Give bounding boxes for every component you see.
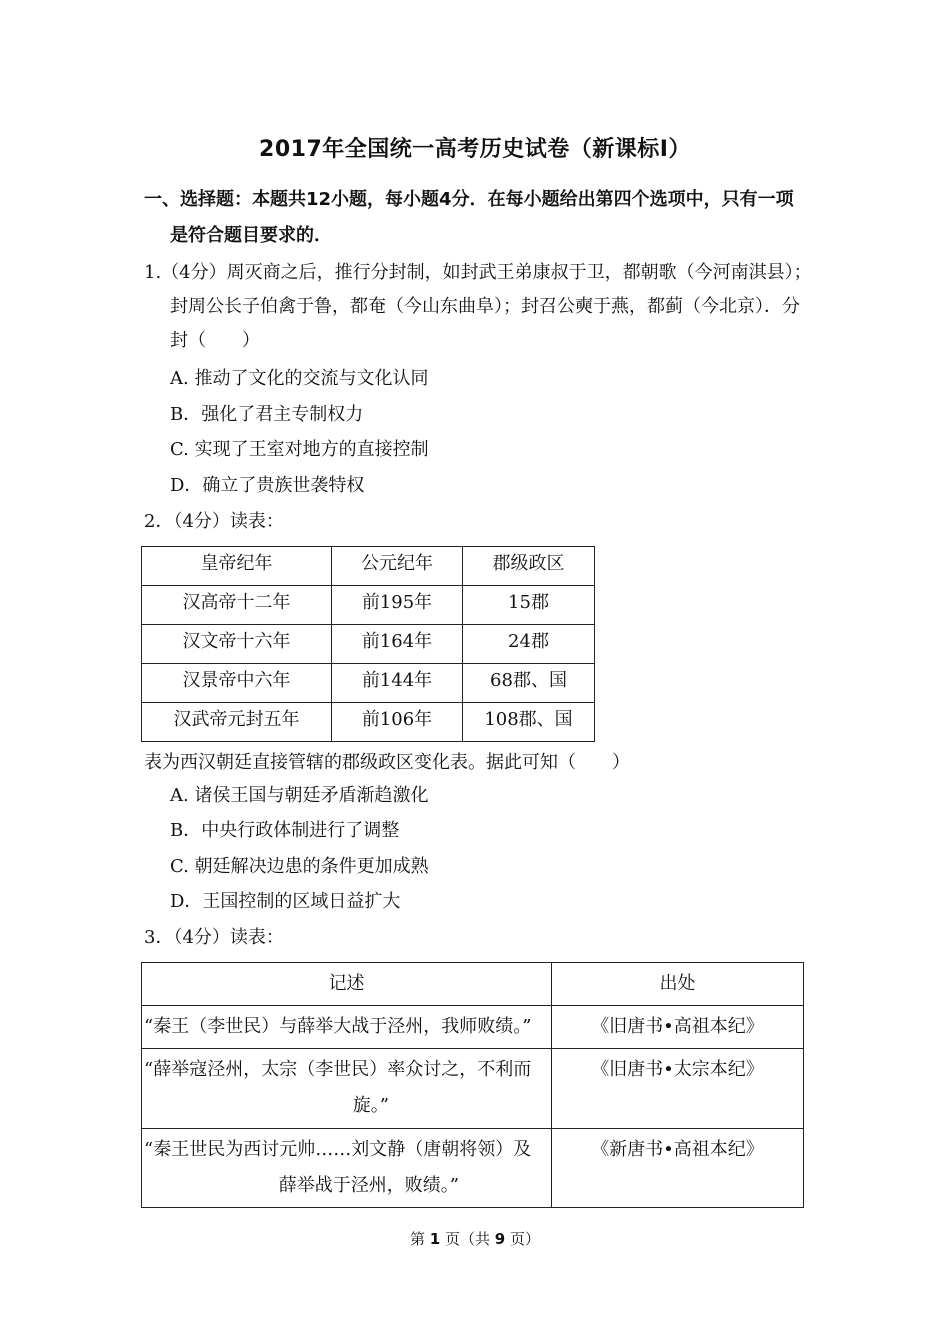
question-1-line2: 封周公长子伯禽于鲁，都奄（今山东曲阜）；封召公奭于燕，都蓟（今北京）．分 <box>170 296 800 317</box>
footer-prefix: 第 <box>409 1230 425 1248</box>
record-text-line2: 旋。” <box>352 1095 389 1116</box>
table-cell: 前106年 <box>332 703 463 742</box>
table-row <box>142 586 595 625</box>
question-2-option-c: C. 朝廷解决边患的条件更加成熟 <box>170 856 429 877</box>
table-cell-source: 《旧唐书•太宗本纪》 <box>552 1049 804 1129</box>
table-header-cell: 出处 <box>552 963 804 1006</box>
question-2-table-note: 表为西汉朝廷直接管辖的郡级政区变化表。据此可知（ ） <box>144 752 630 773</box>
page-footer <box>0 1228 950 1249</box>
table-cell: 汉武帝元封五年 <box>142 703 332 742</box>
table-row <box>142 1129 804 1208</box>
table-cell: 前164年 <box>332 625 463 664</box>
question-2-option-d: D．王国控制的区域日益扩大 <box>170 891 401 912</box>
question-2-table <box>141 546 595 742</box>
table-cell-record <box>142 1049 552 1129</box>
table-header-cell: 记述 <box>142 963 552 1006</box>
question-1-stem <box>144 256 812 358</box>
table-cell-source: 《旧唐书•高祖本纪》 <box>552 1006 804 1049</box>
table-header-cell: 皇帝纪年 <box>142 547 332 586</box>
table-cell-record <box>142 1006 552 1049</box>
question-1-option-b: B．强化了君主专制权力 <box>170 404 364 425</box>
record-text-line2: 薛举战于泾州，败绩。” <box>278 1175 459 1196</box>
question-1-line3: 封（ ） <box>170 330 260 351</box>
table-cell-source: 《新唐书•高祖本纪》 <box>552 1129 804 1208</box>
table-cell: 汉高帝十二年 <box>142 586 332 625</box>
exam-title: 2017年全国统一高考历史试卷（新课标Ⅰ） <box>259 137 691 162</box>
table-row <box>142 1049 804 1129</box>
footer-total-pages: 9 <box>494 1230 506 1248</box>
table-header-cell: 郡级政区 <box>463 547 595 586</box>
question-2-option-b: B．中央行政体制进行了调整 <box>170 820 400 841</box>
footer-page-number: 1 <box>429 1230 441 1248</box>
table-cell: 24郡 <box>463 625 595 664</box>
question-1-option-c: C. 实现了王室对地方的直接控制 <box>170 439 429 460</box>
table-cell: 前195年 <box>332 586 463 625</box>
record-text-line1: “秦王世民为西讨元帅……刘文静（唐朝将领）及 <box>144 1139 532 1160</box>
table-cell-record <box>142 1129 552 1208</box>
question-1-option-d: D．确立了贵族世袭特权 <box>170 475 365 496</box>
question-3-table <box>141 962 804 1208</box>
table-cell: 汉文帝十六年 <box>142 625 332 664</box>
section-heading-line2: 是符合题目要求的． <box>170 225 332 246</box>
question-1-line1: 1.（4分）周灭商之后，推行分封制，如封武王弟康叔于卫，都朝歌（今河南淇县）； <box>144 262 812 283</box>
record-text-line1: “薛举寇泾州，太宗（李世民）率众讨之，不利而 <box>144 1059 532 1080</box>
table-row <box>142 703 595 742</box>
table-row <box>142 625 595 664</box>
section-heading <box>144 182 812 254</box>
section-heading-line1: 一、选择题：本题共12小题，每小题4分．在每小题给出第四个选项中，只有一项 <box>144 189 794 210</box>
table-cell: 108郡、国 <box>463 703 595 742</box>
question-3-stem: 3．（4分）读表： <box>144 927 284 948</box>
table-header-row <box>142 547 595 586</box>
footer-middle: 页（共 <box>444 1230 490 1248</box>
table-cell: 15郡 <box>463 586 595 625</box>
table-cell: 68郡、国 <box>463 664 595 703</box>
table-cell: 汉景帝中六年 <box>142 664 332 703</box>
table-row <box>142 664 595 703</box>
table-header-cell: 公元纪年 <box>332 547 463 586</box>
question-2-option-a: A. 诸侯王国与朝廷矛盾渐趋激化 <box>170 785 429 806</box>
table-header-row <box>142 963 804 1006</box>
table-row <box>142 1006 804 1049</box>
question-2-stem: 2．（4分）读表： <box>144 511 284 532</box>
table-cell: 前144年 <box>332 664 463 703</box>
question-1-option-a: A. 推动了文化的交流与文化认同 <box>170 368 429 389</box>
footer-suffix: 页） <box>510 1230 541 1248</box>
record-text: “秦王（李世民）与薛举大战于泾州，我师败绩。” <box>144 1016 532 1037</box>
